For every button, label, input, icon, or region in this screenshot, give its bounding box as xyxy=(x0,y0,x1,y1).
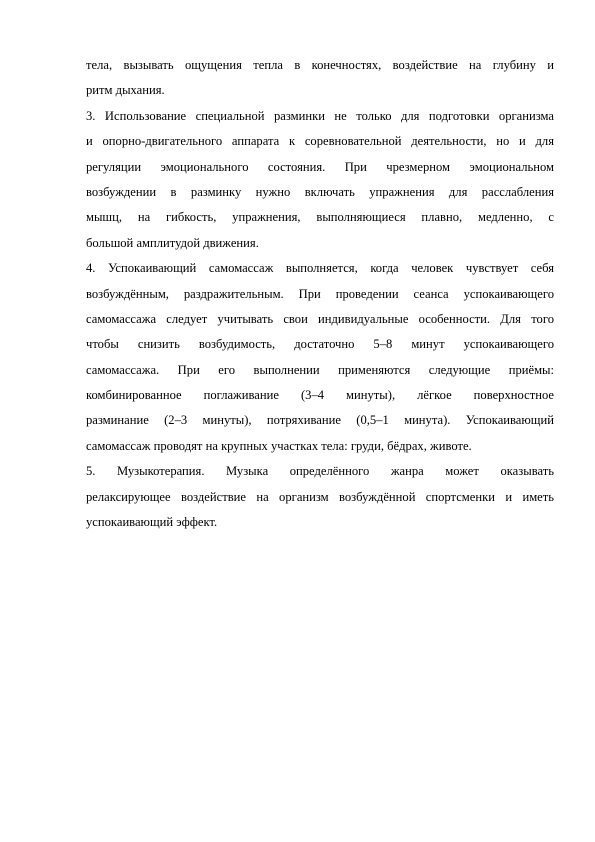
paragraph-self-massage xyxy=(86,256,554,459)
text-line: тела, вызывать ощущения тепла в конечностях, воздействие на глубину и xyxy=(86,58,554,72)
text-line: и опорно-двигательного аппарата к соревновательной деятельности, но и для xyxy=(86,134,554,149)
paragraph-warmup xyxy=(86,104,554,256)
text-line: релаксирующее воздействие на организм возбуждённой спортсменки и иметь xyxy=(86,489,554,504)
text-line: 4. Успокаивающий самомассаж выполняется, когда человек чувствует себя xyxy=(86,261,554,276)
text-line: самомассаж проводят на крупных участках тела: груди, бёдрах, животе. xyxy=(86,438,472,453)
text-line: 3. Использование специальной разминки не только для подготовки организма xyxy=(86,108,554,123)
text-line: чтобы снизить возбудимость, достаточно 5–8 минут успокаивающего xyxy=(86,337,554,352)
text-line: разминание (2–3 минуты), потряхивание (0,5–1 минута). Успокаивающий xyxy=(86,413,554,428)
body-text xyxy=(86,53,554,535)
paragraph-music-therapy xyxy=(86,459,554,535)
text-line: самомассажа следует учитывать свои индивидуальные особенности. Для того xyxy=(86,311,554,326)
text-line: регуляции эмоционального состояния. При чрезмерном эмоциональном xyxy=(86,159,554,174)
text-line: комбинированное поглаживание (3–4 минуты), лёгкое поверхностное xyxy=(86,388,554,403)
text-line: ритм дыхания. xyxy=(86,83,165,98)
paragraph-continuation xyxy=(86,53,554,104)
text-line: возбуждении в разминку нужно включать упражнения для расслабления xyxy=(86,184,554,199)
text-line: 5. Музыкотерапия. Музыка определённого жанра может оказывать xyxy=(86,464,554,479)
text-line: самомассажа. При его выполнении применяются следующие приёмы: xyxy=(86,362,554,377)
text-line: успокаивающий эффект. xyxy=(86,515,218,530)
text-line: мышц, на гибкость, упражнения, выполняющиеся плавно, медленно, с xyxy=(86,210,554,225)
text-line: возбуждённым, раздражительным. При проведении сеанса успокаивающего xyxy=(86,286,554,301)
text-line: большой амплитудой движения. xyxy=(86,235,259,250)
